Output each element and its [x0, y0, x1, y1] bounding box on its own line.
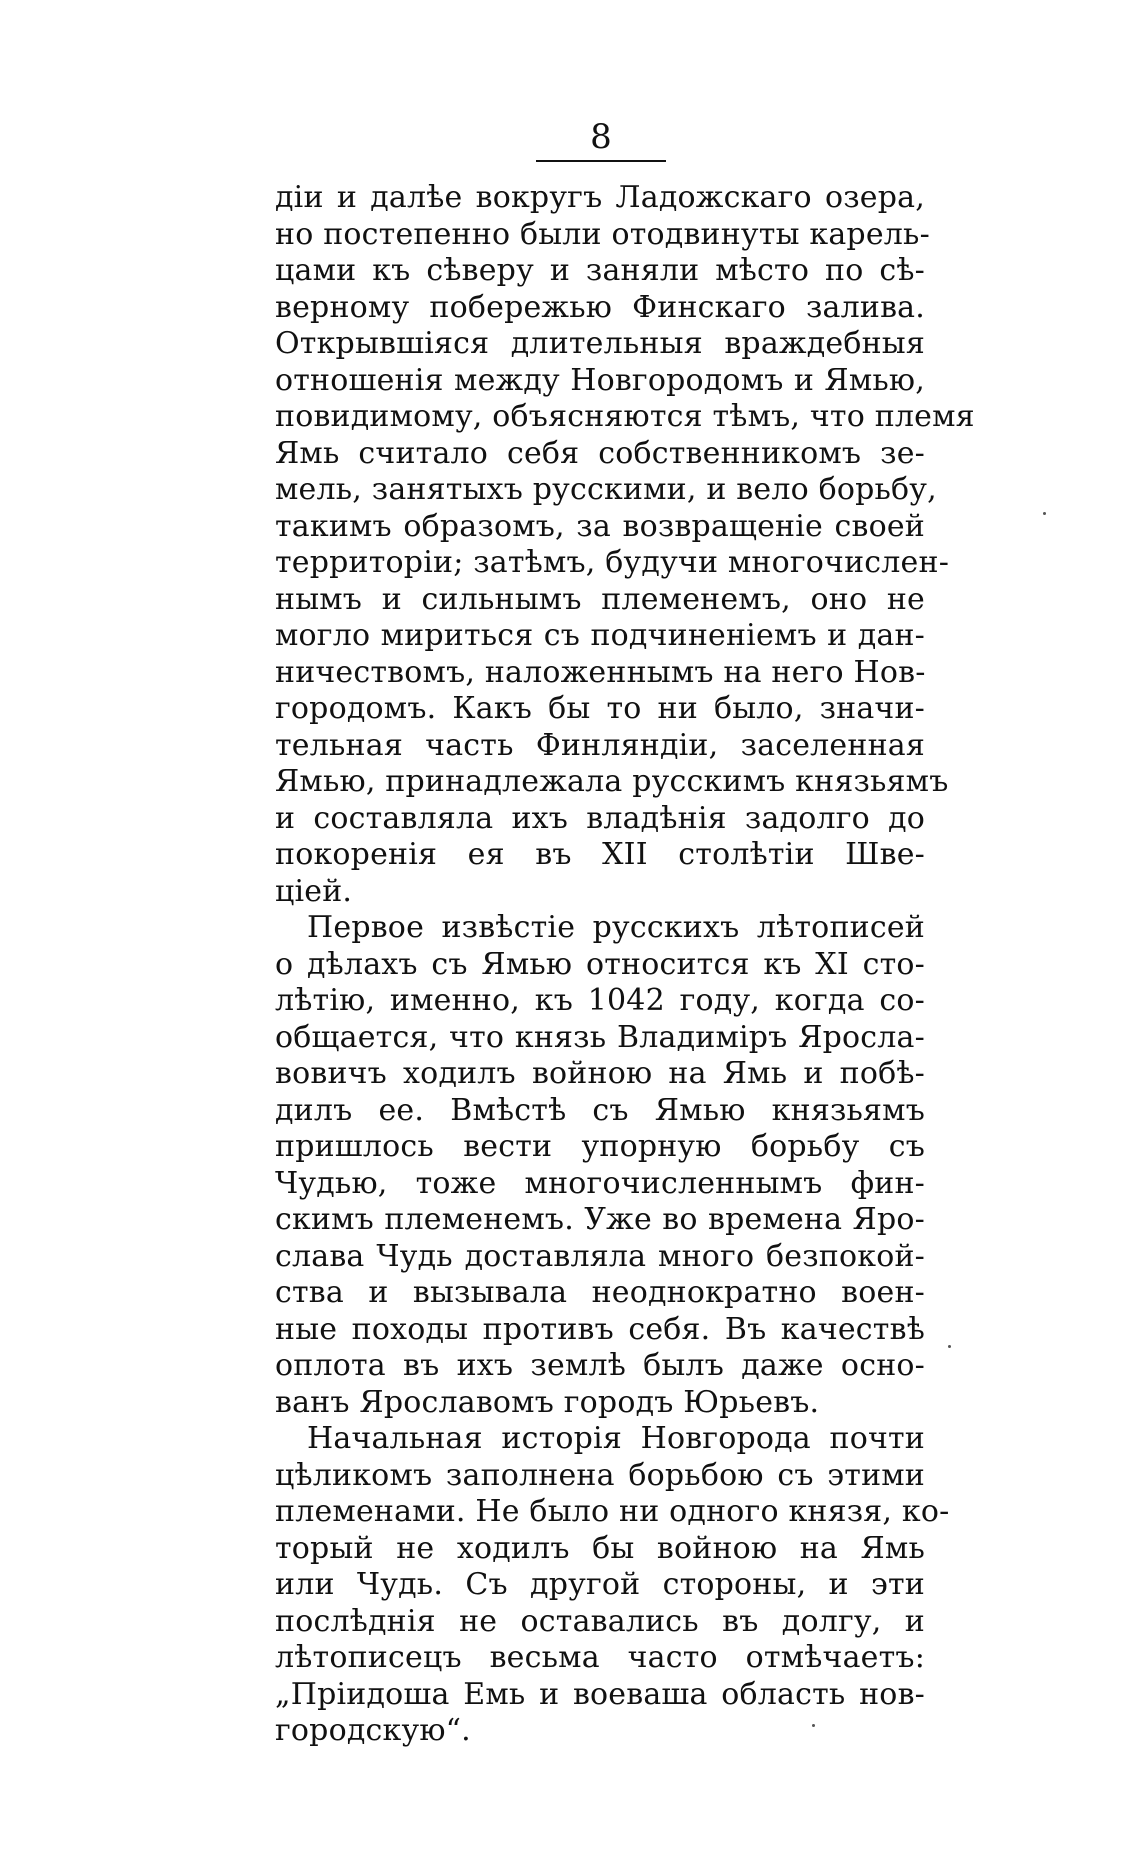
paragraph-3: [275, 1421, 950, 1750]
text-line: или Чудь. Съ другой стороны, и эти: [275, 1567, 925, 1602]
text-line: городскую“.: [275, 1713, 471, 1748]
text-line: дилъ ее. Вмѣстѣ съ Ямью князьямъ: [275, 1092, 925, 1128]
scan-speck: [812, 1724, 815, 1727]
text-line: нымъ и сильнымъ племенемъ, оно не: [275, 581, 925, 617]
text-line: оплота въ ихъ землѣ былъ даже осно-: [275, 1348, 925, 1383]
text-line: ванъ Ярославомъ городъ Юрьевъ.: [275, 1384, 820, 1420]
text-line: общается, что князь Владиміръ Яросла-: [275, 1019, 925, 1055]
paragraph-1: [275, 180, 975, 910]
text-line: ціей.: [275, 873, 353, 909]
text-line: территоріи; затѣмъ, будучи многочислен-: [275, 545, 950, 580]
text-line: такимъ образомъ, за возвращеніе своей: [275, 508, 925, 544]
body-text: [275, 180, 975, 1750]
text-line: Ямь считало себя собственникомъ зе-: [275, 435, 925, 471]
text-line: Первое извѣстіе русскихъ лѣтописей: [307, 910, 925, 945]
text-line: цами къ сѣверу и заняли мѣсто по сѣ-: [275, 253, 925, 288]
text-line: Чудью, тоже многочисленнымъ фин-: [275, 1165, 925, 1201]
paragraph-2: [275, 910, 925, 1421]
text-line: городомъ. Какъ бы то ни было, значи-: [275, 691, 925, 726]
text-line: „Пріидоша Емь и воеваша область нов-: [275, 1676, 925, 1712]
text-line: ные походы противъ себя. Въ качествѣ: [275, 1311, 925, 1347]
text-line: но постепенно были отодвинуты карель-: [275, 216, 930, 252]
text-line: слава Чудь доставляла много безпокой-: [275, 1238, 925, 1274]
scan-speck: [1043, 512, 1046, 515]
text-line: лѣтописецъ весьма часто отмѣчаетъ:: [275, 1640, 925, 1675]
text-line: скимъ племенемъ. Уже во времена Яро-: [275, 1202, 925, 1237]
text-line: отношенія между Новгородомъ и Ямью,: [275, 362, 925, 398]
text-line: и составляла ихъ владѣнія задолго до: [275, 800, 925, 836]
page-number-rule: [536, 160, 666, 162]
text-line: ства и вызывала неоднократно воен-: [275, 1275, 925, 1310]
text-line: цѣликомъ заполнена борьбою съ этими: [275, 1457, 925, 1493]
page-number: 8: [590, 117, 612, 157]
text-line: верному побережью Финскаго залива.: [275, 289, 925, 325]
text-line: Начальная исторія Новгорода почти: [307, 1421, 925, 1456]
scan-speck: [948, 1345, 951, 1348]
text-line: Открывшіяся длительныя враждебныя: [275, 326, 925, 361]
text-line: племенами. Не было ни одного князя, ко-: [275, 1494, 950, 1529]
text-line: покоренія ея въ XII столѣтіи Шве-: [275, 837, 925, 872]
text-line: мель, занятыхъ русскими, и вело борьбу,: [275, 472, 937, 507]
text-line: могло мириться съ подчиненіемъ и дан-: [275, 618, 925, 653]
text-line: повидимому, объясняются тѣмъ, что племя: [275, 399, 975, 434]
text-line: тельная часть Финляндіи, заселенная: [275, 727, 925, 763]
text-line: ничествомъ, наложеннымъ на него Нов-: [275, 654, 926, 690]
text-line: послѣднія не оставались въ долгу, и: [275, 1603, 925, 1639]
text-line: пришлось вести упорную борьбу съ: [275, 1129, 925, 1164]
text-line: лѣтію, именно, къ 1042 году, когда со-: [275, 983, 925, 1018]
text-line: Ямью, принадлежала русскимъ князьямъ: [275, 764, 949, 799]
text-line: о дѣлахъ съ Ямью относится къ XI сто-: [275, 946, 925, 982]
text-line: вовичъ ходилъ войною на Ямь и побѣ-: [275, 1056, 925, 1091]
text-line: торый не ходилъ бы войною на Ямь: [275, 1530, 925, 1566]
text-line: діи и далѣе вокругъ Ладожскаго озера,: [275, 180, 925, 215]
